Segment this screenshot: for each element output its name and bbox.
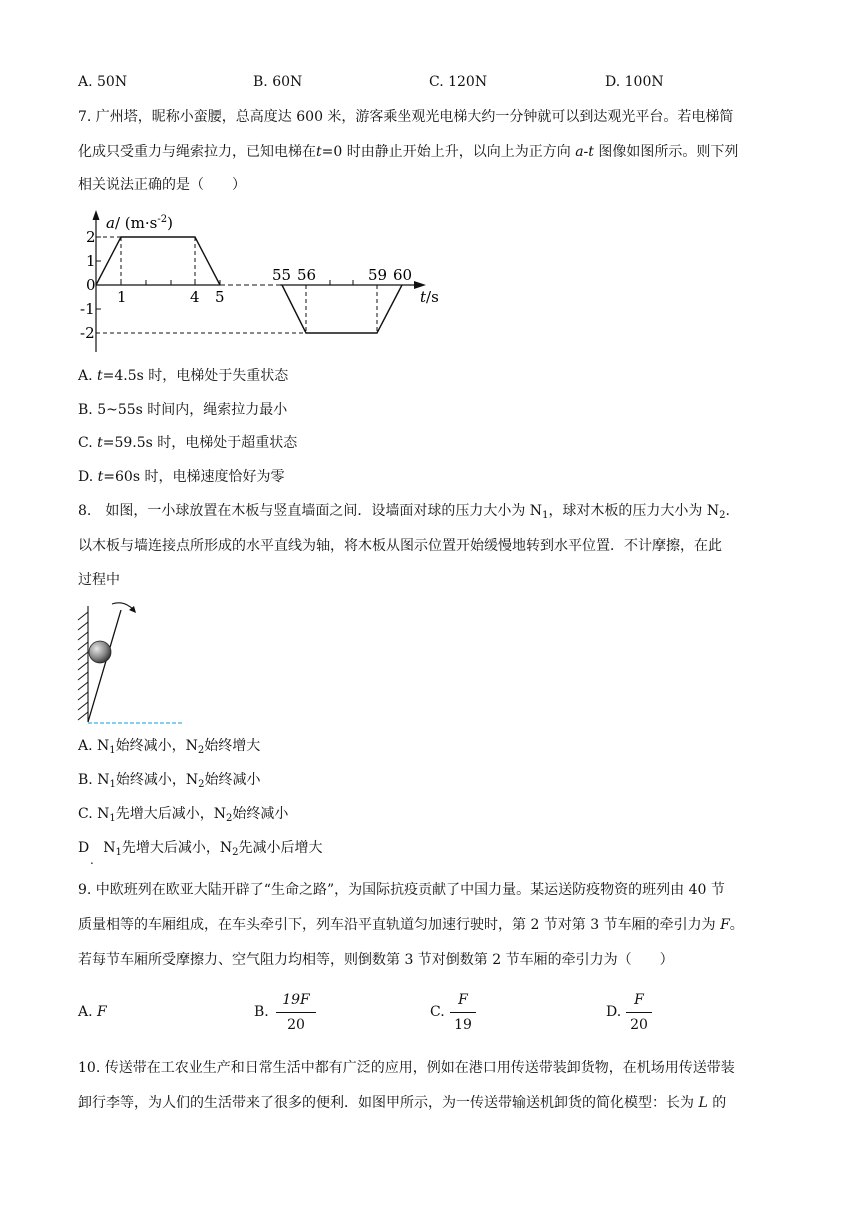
q9-option-b-label: B. xyxy=(254,1004,269,1020)
y-tick-label-1: 1 xyxy=(86,252,96,270)
ball xyxy=(89,641,111,663)
x-tick-label-59: 59 xyxy=(368,266,388,284)
q6-option-d: D. 100N xyxy=(605,74,664,90)
q8-option-b: B. $N_1$始终减小，$N_2$始终减小 xyxy=(78,772,261,790)
wall-hatching xyxy=(78,612,88,720)
q8-line-1: 8. 如图，一小球放置在木板与竖直墙面之间．设墙面对球的压力大小为 $N_1$，球对木板的压力大小为 $N_2$. xyxy=(78,503,730,521)
q7-at-chart xyxy=(80,206,450,356)
q9-line-1: 9. 中欧班列在欧亚大陆开辟了“生命之路”，为国际抗疫贡献了中国力量。某运送防疫物资的班列由 40 节 xyxy=(78,882,725,898)
q10-line-1: 10. 传送带在工农业生产和日常生活中都有广泛的应用，例如在港口用传送带装卸货物，在机场用传送带装 xyxy=(78,1060,735,1076)
q7-option-d: D. t=60s 时，电梯速度恰好为零 xyxy=(78,469,285,485)
q9-option-c-fraction: F 19 xyxy=(450,990,476,1035)
q6-option-a: A. 50N xyxy=(78,74,128,90)
x-tick-label-1: 1 xyxy=(117,288,127,306)
q9-line-2: 质量相等的车厢组成，在车头牵引下，列车沿平直轨道匀加速行驶时，第 2 节对第 3 节车厢的牵引力为 F。 xyxy=(78,917,744,933)
q8-line-2: 以木板与墙连接点所形成的水平直线为轴，将木板从图示位置开始缓慢地转到水平位置．不计摩擦，在此 xyxy=(78,538,722,554)
q8-option-a: A. $N_1$始终减小，$N_2$始终增大 xyxy=(78,738,261,756)
q7-option-a: A. t=4.5s 时，电梯处于失重状态 xyxy=(78,368,289,384)
q8-line-3: 过程中 xyxy=(78,572,120,588)
board-line xyxy=(88,610,121,722)
q6-option-b: B. 60N xyxy=(253,74,303,90)
x-axis-label: t/s xyxy=(420,288,439,306)
q7-line-1: 7. 广州塔，昵称小蛮腰，总高度达 600 米，游客乘坐观光电梯大约一分钟就可以到达观光平台。若电梯简 xyxy=(78,109,734,125)
y-axis-label: a/ $(m\cdot s^{-2})$ xyxy=(106,214,173,232)
q7-option-b: B. 5~55s 时间内，绳索拉力最小 xyxy=(78,402,288,418)
q10-line-2: 卸行李等，为人们的生活带来了很多的便利．如图甲所示，为一传送带输送机卸货的简化模型：长为 L 的 xyxy=(78,1095,727,1111)
y-tick-label-m2: -2 xyxy=(80,324,95,342)
y-tick-label-2: 2 xyxy=(86,228,96,246)
y-axis-arrow xyxy=(93,210,100,220)
q9-option-b-fraction: 19F 20 xyxy=(276,990,316,1035)
y-tick-label-0: 0 xyxy=(86,276,96,294)
q9-option-d-fraction: F 20 xyxy=(626,990,652,1035)
x-tick-label-55: 55 xyxy=(272,266,292,284)
q6-option-c: C. 120N xyxy=(429,74,488,90)
q9-line-3: 若每节车厢所受摩擦力、空气阻力均相等，则倒数第 3 节对倒数第 2 节车厢的牵引力为（ ） xyxy=(78,952,674,968)
x-tick-label-60: 60 xyxy=(393,266,413,284)
q9-option-d-label: D. xyxy=(606,1004,622,1020)
q8-option-d-dot: . xyxy=(90,853,94,867)
at-curve-start xyxy=(96,237,220,285)
q8-option-d: D $N_1$先增大后减小，$N_2$先减小后增大 xyxy=(78,840,323,858)
x-tick-label-4: 4 xyxy=(190,288,200,306)
q7-option-c: C. t=59.5s 时，电梯处于超重状态 xyxy=(78,435,298,451)
x-tick-label-5: 5 xyxy=(215,288,225,306)
y-tick-label-m1: -1 xyxy=(80,300,95,318)
x-tick-label-56: 56 xyxy=(297,266,317,284)
q8-option-c: C. $N_1$先增大后减小，$N_2$始终减小 xyxy=(78,806,289,824)
q7-line-3: 相关说法正确的是（ ） xyxy=(78,177,246,193)
q9-option-c-label: C. xyxy=(430,1004,445,1020)
at-curve-end xyxy=(282,285,402,333)
q8-wall-ball-figure xyxy=(72,598,192,728)
q7-line-2: 化成只受重力与绳索拉力，已知电梯在t=0 时由静止开始上升，以向上为正方向 a-t 图像如图所示。则下列 xyxy=(78,144,739,160)
q9-option-a: A. F xyxy=(78,1004,107,1020)
